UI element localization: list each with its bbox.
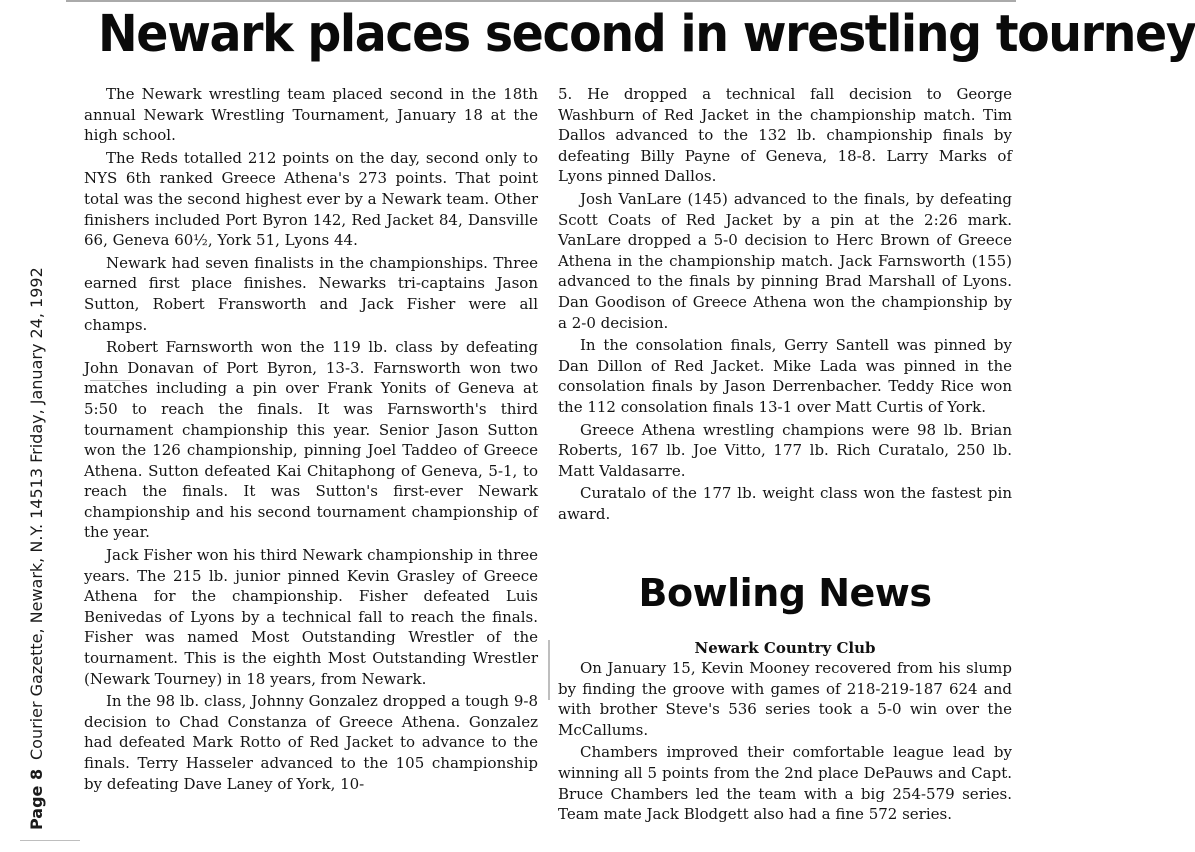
article-paragraph: Greece Athena wrestling champions were 98 lb. Brian Roberts, 167 lb. Joe Vitto, 177 lb. Rich Curatalo, 250 lb. Matt Valdasarre. [558, 420, 1012, 480]
article-paragraph: The Reds totalled 212 points on the day, second only to NYS 6th ranked Greece Athena's 273 points. That point total was the second highest ever by a Newark team. Other finishers included Port Byron 142, Red Jacket 84, Dansville 66, Geneva 60½, York 51, Lyons 44. [84, 148, 538, 250]
print-noise [548, 640, 550, 700]
article-paragraph: In the 98 lb. class, Johnny Gonzalez dropped a tough 9-8 decision to Chad Constanza of Greece Athena. Gonzalez had defeated Mark Rotto of Red Jacket to advance to the finals. Terry Hasseler advanced to the 105 championship by defeating Dave Laney of York, 10- [84, 692, 538, 793]
print-noise [90, 380, 130, 381]
article-paragraph: Jack Fisher won his third Newark championship in three years. The 215 lb. junior pinned Kevin Grasley of Greece Athena for the championship. Fisher defeated Luis Benivedas of Lyons by a technical fall to reach the finals. Fisher was named Most Outstanding Wrestler of the tournament. This is the eighth Most Outstanding Wrestler (Newark Tourney) in 18 years, from Newark. [84, 546, 538, 688]
bowling-paragraph: On January 15, Kevin Mooney recovered from his slump by finding the groove with games of 218-219-187 624 and with brother Steve's 536 series took a 5-0 win over the McCallums. [558, 659, 1012, 739]
bowling-subhead: Newark Country Club [694, 639, 876, 657]
article-paragraph: 5. He dropped a technical fall decision to George Washburn of Red Jacket in the championship match. Tim Dallos advanced to the 132 lb. championship finals by defeating Billy Payne of Geneva, 18-8. Larry Marks of Lyons pinned Dallos. [558, 85, 1012, 186]
bowling-body [558, 658, 1012, 825]
article-column-right [558, 84, 1012, 526]
vertical-dateline-strip [22, 210, 52, 830]
bowling-title: Bowling News [638, 571, 932, 615]
publication-dateline: Courier Gazette, Newark, N.Y. 14513 Friday, January 24, 1992 [27, 267, 46, 760]
article-paragraph: Josh VanLare (145) advanced to the finals, by defeating Scott Coats of Red Jacket by a pin at the 2:26 mark. VanLare dropped a 5-0 decision to Herc Brown of Greece Athena in the championship match. Jack Farnsworth (155) advanced to the finals by pinning Brad Marshall of Lyons. Dan Goodison of Greece Athena won the championship by a 2-0 decision. [558, 189, 1012, 332]
bowling-paragraph: Chambers improved their comfortable league lead by winning all 5 points from the 2nd place DePauws and Capt. Bruce Chambers led the team with a big 254-579 series. Team mate Jack Blodgett also had a fine 572 series. [558, 743, 1012, 824]
bowling-news-section [558, 566, 1012, 827]
article-paragraph: The Newark wrestling team placed second in the 18th annual Newark Wrestling Tournament, January 18 at the high school. [84, 85, 538, 145]
article-paragraph: Newark had seven finalists in the championships. Three earned first place finishes. Newarks tri-captains Jason Sutton, Robert Fransworth and Jack Fisher were all champs. [84, 253, 538, 334]
headline: Newark places second in wrestling tourney [98, 5, 1195, 64]
page-number: Page 8 [27, 768, 46, 830]
article-paragraph: Robert Farnsworth won the 119 lb. class by defeating John Donavan of Port Byron, 13-3. Farnsworth won two matches including a pin over Frank Yonits of Geneva at 5:50 to reach the finals. It was Farnsworth's third tournament championship this year. Senior Jason Sutton won the 126 championship, pinning Joel Taddeo of Greece Athena. Sutton defeated Kai Chitaphong of Geneva, 5-1, to reach the finals. It was Sutton's first-ever Newark championship and his second tournament championship of the year. [84, 338, 538, 542]
print-noise [20, 840, 80, 841]
article-paragraph: Curatalo of the 177 lb. weight class won the fastest pin award. [558, 484, 1012, 523]
article-column-left [84, 84, 538, 796]
article-paragraph: In the consolation finals, Gerry Santell was pinned by Dan Dillon of Red Jacket. Mike Lada was pinned in the consolation finals by Jason Derrenbacher. Teddy Rice won the 112 consolation finals 13-1 over Matt Curtis of York. [558, 336, 1012, 416]
